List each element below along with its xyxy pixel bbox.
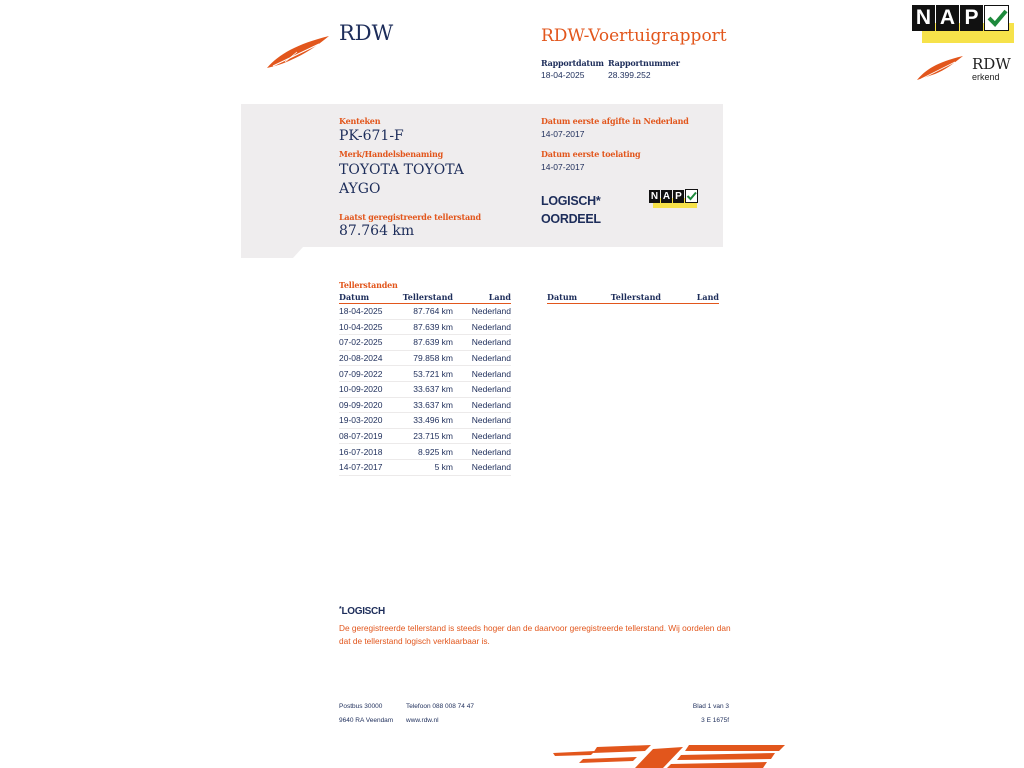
kenteken-label: Kenteken: [339, 116, 381, 126]
cell-datum: 20-08-2024: [339, 350, 401, 366]
cell-datum: 08-07-2019: [339, 428, 401, 444]
kenteken-value: PK-671-F: [339, 128, 404, 144]
cell-datum: 07-02-2025: [339, 335, 401, 351]
footer-website[interactable]: www.rdw.nl: [406, 717, 439, 724]
col-land: Land: [661, 292, 719, 304]
col-datum: Datum: [339, 292, 401, 304]
rdw-feather-logo-icon: [265, 34, 331, 70]
merk-label: Merk/Handelsbenaming: [339, 149, 444, 159]
cell-tellerstand: 87.639 km: [401, 335, 453, 351]
report-title: RDW-Voertuigrapport: [541, 26, 727, 46]
cell-land: Nederland: [453, 444, 511, 460]
cell-land: Nederland: [453, 397, 511, 413]
nap-letter-p: P: [960, 5, 983, 31]
table-row: [339, 413, 511, 429]
footnote-text: [339, 622, 734, 648]
check-icon-small: [685, 189, 698, 203]
table-row: [339, 459, 511, 475]
table-row: [339, 335, 511, 351]
table-header-row: [547, 292, 719, 304]
merk-value-line1: TOYOTA TOYOTA: [339, 162, 464, 178]
cell-tellerstand: 87.764 km: [401, 304, 453, 320]
nap-small-letter-n: N: [650, 191, 659, 202]
feather-icon: [915, 54, 965, 82]
oordeel-line2: OORDEEL: [541, 212, 601, 226]
cell-tellerstand: 5 km: [401, 459, 453, 475]
footer-plaats: 9640 RA Veendam: [339, 717, 394, 724]
table-row: [339, 366, 511, 382]
cell-datum: 09-09-2020: [339, 397, 401, 413]
cell-land: Nederland: [453, 304, 511, 320]
report-date-label: Rapportdatum: [541, 58, 604, 68]
tellerstanden-table-left: [339, 292, 511, 476]
footer-postbus: Postbus 30000: [339, 703, 383, 710]
table-row: [339, 397, 511, 413]
table-row: [339, 304, 511, 320]
cell-datum: 14-07-2017: [339, 459, 401, 475]
cell-land: Nederland: [453, 381, 511, 397]
cell-tellerstand: 33.637 km: [401, 381, 453, 397]
eerste-afgifte-label: Datum eerste afgifte in Nederland: [541, 116, 689, 126]
cell-tellerstand: 23.715 km: [401, 428, 453, 444]
col-land: Land: [453, 292, 511, 304]
oordeel-text: [541, 192, 601, 228]
decorative-stripes: [553, 745, 785, 768]
footnote-title-text: LOGISCH: [341, 606, 385, 617]
rdw-erkend-sub: erkend: [972, 72, 1000, 82]
cell-land: Nederland: [453, 319, 511, 335]
cell-land: Nederland: [453, 428, 511, 444]
cell-land: Nederland: [453, 366, 511, 382]
eerste-toelating-value: 14-07-2017: [541, 162, 585, 172]
cell-datum: 18-04-2025: [339, 304, 401, 320]
cell-datum: 10-04-2025: [339, 319, 401, 335]
cell-datum: 07-09-2022: [339, 366, 401, 382]
cell-land: Nederland: [453, 350, 511, 366]
report-date-value: 18-04-2025: [541, 70, 585, 80]
footer-code: 3 E 1675f: [701, 717, 729, 724]
nap-letter-n: N: [912, 5, 935, 31]
nap-small-letter-p: P: [673, 190, 684, 203]
tellerstanden-table-right: [547, 292, 719, 304]
cell-tellerstand: 87.639 km: [401, 319, 453, 335]
cell-datum: 16-07-2018: [339, 444, 401, 460]
footnote-line1: De geregistreerde tellerstand is steeds hoger dan de daarvoor geregistreerde tellerstand. Wij oordelen dan: [339, 623, 731, 633]
panel-tail: [241, 247, 303, 258]
cell-land: Nederland: [453, 413, 511, 429]
footer-telefoon: Telefoon 088 008 74 47: [406, 703, 474, 710]
tellerstand-label: Laatst geregistreerde tellerstand: [339, 212, 481, 222]
check-icon: [984, 5, 1009, 31]
report-number-value: 28.399.252: [608, 70, 651, 80]
nap-small-letter-a: A: [662, 191, 671, 202]
report-number-label: Rapportnummer: [608, 58, 680, 68]
tellerstand-value: 87.764 km: [339, 223, 415, 239]
table-header-row: [339, 292, 511, 304]
cell-datum: 19-03-2020: [339, 413, 401, 429]
cell-datum: 10-09-2020: [339, 381, 401, 397]
cell-tellerstand: 33.496 km: [401, 413, 453, 429]
col-tellerstand: Tellerstand: [402, 292, 453, 302]
table-row: [339, 319, 511, 335]
col-tellerstand: Tellerstand: [610, 292, 661, 302]
table-row: [339, 381, 511, 397]
col-datum: Datum: [547, 292, 609, 304]
eerste-afgifte-value: 14-07-2017: [541, 129, 585, 139]
cell-tellerstand: 79.858 km: [401, 350, 453, 366]
cell-land: Nederland: [453, 459, 511, 475]
cell-tellerstand: 33.637 km: [401, 397, 453, 413]
table-row: [339, 444, 511, 460]
rdw-erkend-logo: [915, 54, 1015, 84]
cell-tellerstand: 8.925 km: [401, 444, 453, 460]
rdw-erkend-name: RDW: [972, 55, 1011, 73]
footnote-line2: dat de tellerstand logisch verklaarbaar is.: [339, 636, 490, 646]
footer-page: Blad 1 van 3: [692, 703, 729, 710]
cell-tellerstand: 53.721 km: [401, 366, 453, 382]
brand-name: RDW: [339, 21, 394, 45]
oordeel-line1: LOGISCH*: [541, 194, 601, 208]
nap-letter-a: A: [936, 5, 959, 31]
table-row: [339, 350, 511, 366]
footnote-asterisk: *: [339, 606, 342, 613]
tellerstanden-title: Tellerstanden: [339, 280, 398, 290]
footnote-title: [339, 606, 385, 617]
eerste-toelating-label: Datum eerste toelating: [541, 149, 641, 159]
cell-land: Nederland: [453, 335, 511, 351]
table-row: [339, 428, 511, 444]
merk-value-line2: AYGO: [339, 181, 381, 197]
